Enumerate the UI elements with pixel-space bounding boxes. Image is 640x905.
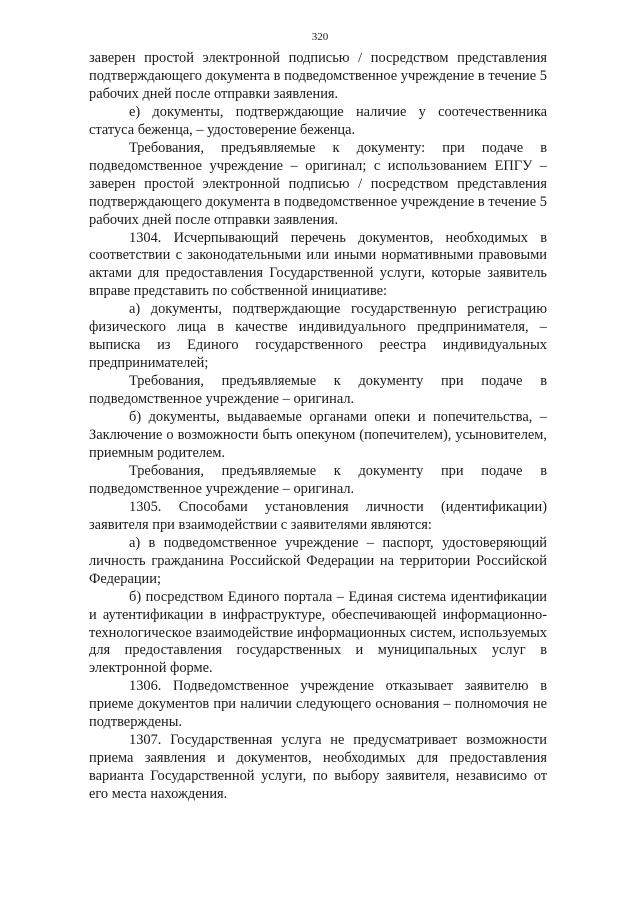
paragraph: 1305. Способами установления личности (идентификации) заявителя при взаимодействии с заявителями являются: [89,498,547,533]
paragraph: а) документы, подтверждающие государственную регистрацию физического лица в качестве индивидуального предпринимателя, – выписка из Единого государственного реестра индивидуальных предпринимателей; [89,301,547,372]
paragraph: Требования, предъявляемые к документу при подаче в подведомственное учреждение – оригинал. [89,462,547,497]
paragraph: 1304. Исчерпывающий перечень документов, необходимых в соответствии с законодательными или иными нормативными правовыми актами для предоставления Государственной услуги, которые заявитель вправе представить по собственной инициативе: [89,229,547,300]
body-text [89,50,547,804]
paragraph: е) документы, подтверждающие наличие у соотечественника статуса беженца, – удостоверение беженца. [89,103,547,138]
paragraph: б) посредством Единого портала – Единая система идентификации и аутентификации в инфраструктуре, обеспечивающей информационно-технологическое взаимодействие информационных систем, используемых для предоставления государственных и муниципальных услуг в электронной форме. [89,588,547,677]
paragraph: Требования, предъявляемые к документу: при подаче в подведомственное учреждение – оригинал; с использованием ЕПГУ – заверен простой электронной подписью / посредством представления подтверждающего документа в подведомственное учреждение в течение 5 рабочих дней после отправки заявления. [89,139,547,228]
paragraph: б) документы, выдаваемые органами опеки и попечительства, – Заключение о возможности быть опекуном (попечителем), усыновителем, приемным родителем. [89,409,547,461]
paragraph: 1307. Государственная услуга не предусматривает возможности приема заявления и документов, необходимых для предоставления варианта Государственной услуги, по выбору заявителя, независимо от его места нахождения. [89,732,547,803]
paragraph: 1306. Подведомственное учреждение отказывает заявителю в приеме документов при наличии следующего основания – полномочия не подтверждены. [89,678,547,731]
paragraph: Требования, предъявляемые к документу при подаче в подведомственное учреждение – оригинал. [89,373,547,408]
paragraph: заверен простой электронной подписью / посредством представления подтверждающего документа в подведомственное учреждение в течение 5 рабочих дней после отправки заявления. [89,50,547,102]
paragraph: а) в подведомственное учреждение – паспорт, удостоверяющий личность гражданина Российской Федерации на территории Российской Федерации; [89,534,547,587]
page-number: 320 [311,31,329,43]
